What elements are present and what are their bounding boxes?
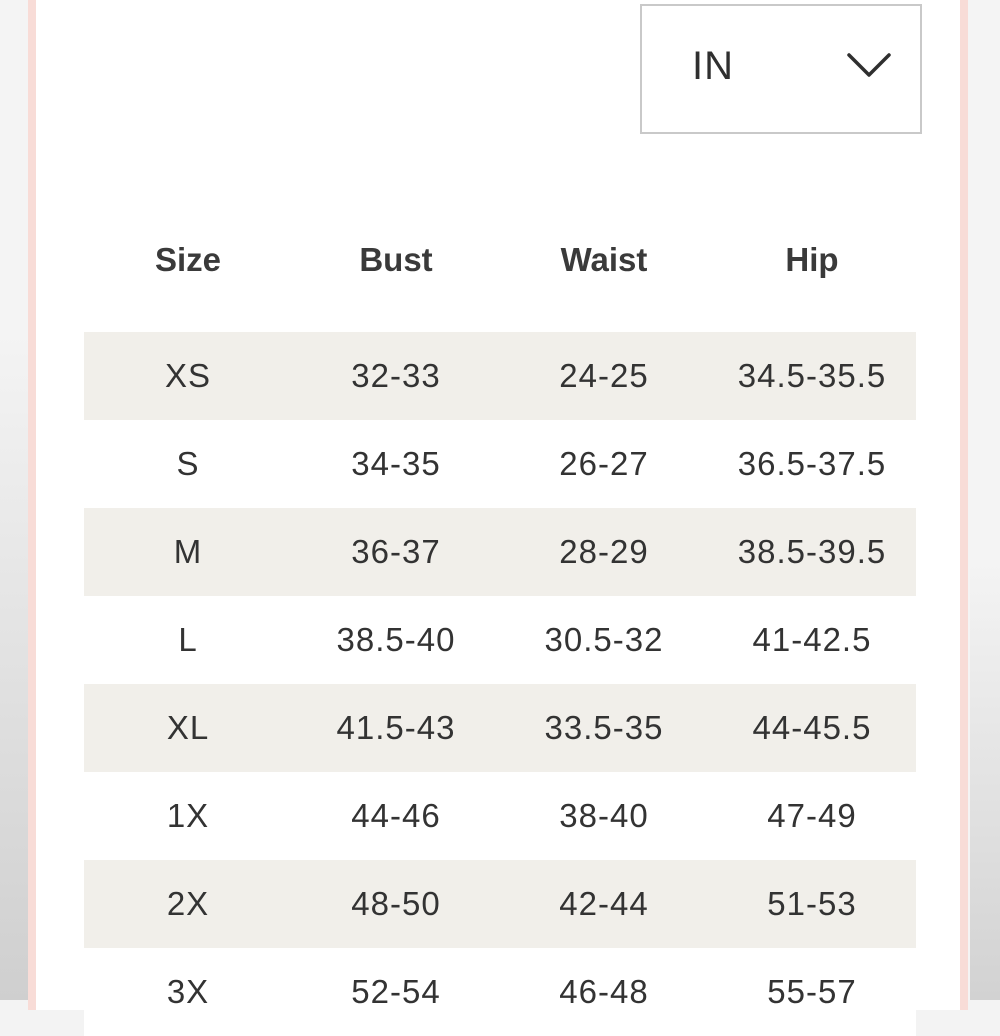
cell-waist: 38-40 <box>500 772 708 860</box>
cell-waist: 26-27 <box>500 420 708 508</box>
cell-hip: 36.5-37.5 <box>708 420 916 508</box>
cell-size: M <box>84 508 292 596</box>
cell-size: L <box>84 596 292 684</box>
cell-hip: 55-57 <box>708 948 916 1036</box>
chevron-down-icon <box>846 50 892 80</box>
cell-bust: 52-54 <box>292 948 500 1036</box>
cell-waist: 24-25 <box>500 332 708 420</box>
cell-size: XL <box>84 684 292 772</box>
backdrop-shadow-left <box>0 330 30 1000</box>
cell-size: XS <box>84 332 292 420</box>
table-row <box>84 948 916 1036</box>
table-row <box>84 332 916 420</box>
header-hip: Hip <box>785 241 839 278</box>
table-row <box>84 772 916 860</box>
cell-bust: 32-33 <box>292 332 500 420</box>
cell-hip: 51-53 <box>708 860 916 948</box>
cell-hip: 34.5-35.5 <box>708 332 916 420</box>
cell-size: S <box>84 420 292 508</box>
cell-hip: 44-45.5 <box>708 684 916 772</box>
cell-hip: 38.5-39.5 <box>708 508 916 596</box>
table-row <box>84 508 916 596</box>
cell-bust: 41.5-43 <box>292 684 500 772</box>
cell-hip: 41-42.5 <box>708 596 916 684</box>
table-row <box>84 420 916 508</box>
backdrop-shadow-right <box>970 560 1000 1000</box>
cell-waist: 30.5-32 <box>500 596 708 684</box>
cell-waist: 42-44 <box>500 860 708 948</box>
table-row <box>84 596 916 684</box>
cell-size: 1X <box>84 772 292 860</box>
cell-bust: 48-50 <box>292 860 500 948</box>
cell-hip: 47-49 <box>708 772 916 860</box>
cell-waist: 46-48 <box>500 948 708 1036</box>
header-waist: Waist <box>560 241 648 278</box>
cell-bust: 38.5-40 <box>292 596 500 684</box>
cell-waist: 33.5-35 <box>500 684 708 772</box>
table-row <box>84 684 916 772</box>
unit-select-dropdown[interactable] <box>640 4 922 134</box>
unit-select-value: IN <box>692 44 734 88</box>
cell-waist: 28-29 <box>500 508 708 596</box>
header-size: Size <box>154 241 222 278</box>
size-chart-table <box>84 208 916 1036</box>
header-bust: Bust <box>359 241 433 278</box>
cell-size: 2X <box>84 860 292 948</box>
cell-bust: 36-37 <box>292 508 500 596</box>
table-header-row <box>84 208 916 332</box>
size-chart-modal <box>28 0 968 1010</box>
cell-bust: 34-35 <box>292 420 500 508</box>
cell-size: 3X <box>84 948 292 1036</box>
cell-bust: 44-46 <box>292 772 500 860</box>
table-row <box>84 860 916 948</box>
